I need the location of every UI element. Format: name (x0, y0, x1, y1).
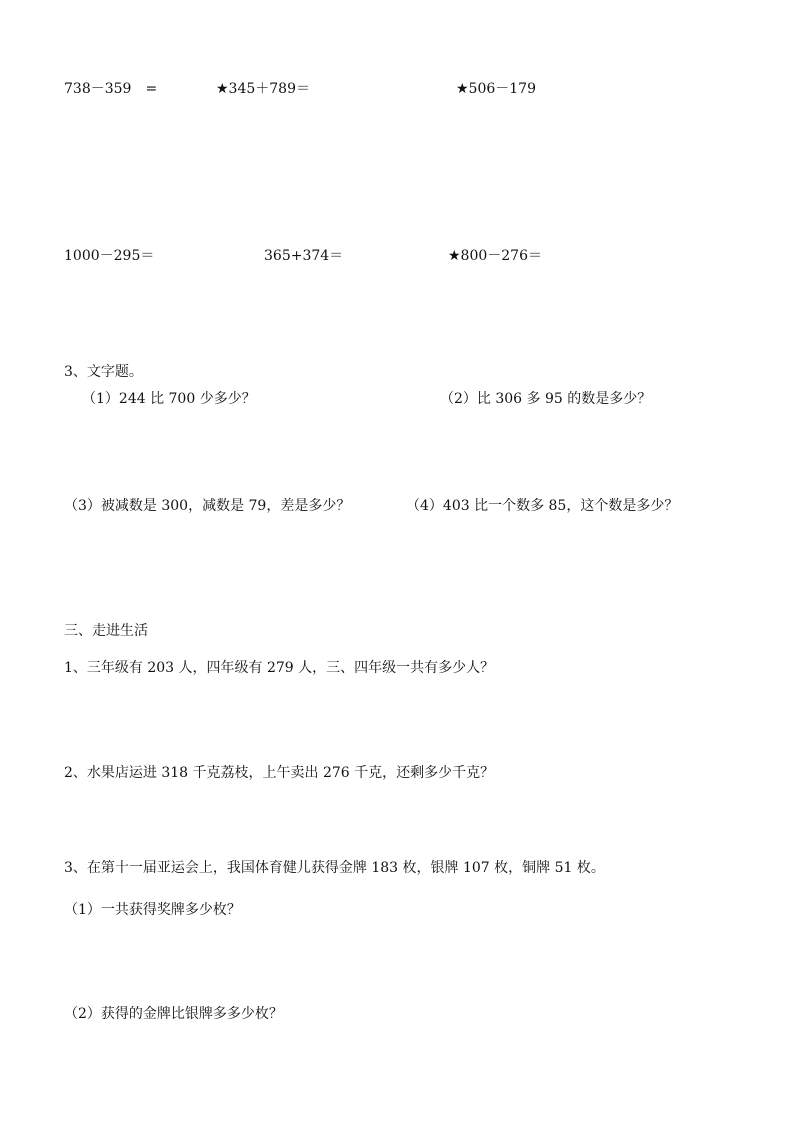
calc-738-359: 738－359 = (64, 81, 158, 97)
life-problem-1: 1、三年级有 203 人，四年级有 279 人，三、四年级一共有多少人？ (64, 660, 495, 676)
calc-star-506-179: ★506－179 (456, 81, 536, 97)
word-problem-1: （1）244 比 700 少多少？ (82, 391, 256, 407)
calc-star-800-276: ★800－276＝ (448, 248, 542, 264)
word-problem-4: （4）403 比一个数多 85，这个数是多少？ (406, 498, 679, 514)
word-problem-3: （3）被减数是 300，减数是 79，差是多少？ (64, 498, 351, 514)
life-heading: 三、走进生活 (64, 623, 148, 639)
calc-star-345-789: ★345＋789＝ (216, 81, 310, 97)
life-problem-3-q1: （1）一共获得奖牌多少枚？ (64, 902, 241, 918)
life-problem-3: 3、在第十一届亚运会上，我国体育健儿获得金牌 183 枚，银牌 107 枚，铜牌 51 枚。 (64, 860, 605, 876)
word-problem-2: （2）比 306 多 95 的数是多少？ (440, 391, 652, 407)
calc-365-374: 365+374＝ (264, 248, 344, 264)
life-problem-2: 2、水果店运进 318 千克荔枝，上午卖出 276 千克，还剩多少千克？ (64, 765, 495, 781)
calc-1000-295: 1000－295＝ (64, 248, 155, 264)
life-problem-3-q2: （2）获得的金牌比银牌多多少枚？ (64, 1006, 283, 1022)
word-problems-heading: 3、文字题。 (64, 364, 143, 380)
